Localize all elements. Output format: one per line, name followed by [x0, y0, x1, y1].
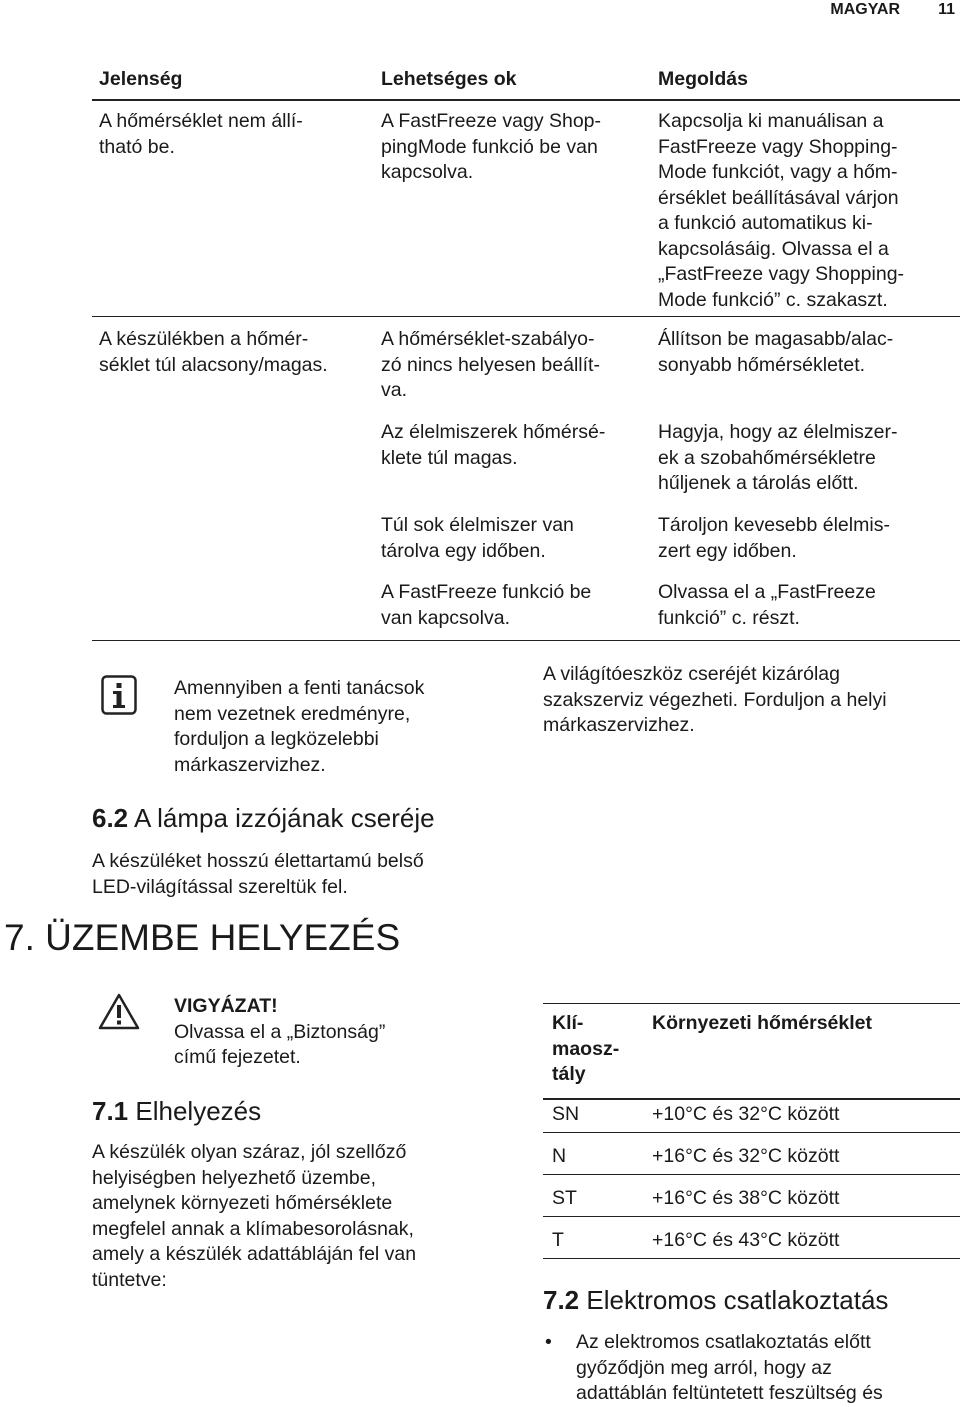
col-header-solution: Megoldás [658, 68, 748, 90]
climate-range-t: +16°C és 43°C között [652, 1229, 840, 1251]
climate-class-t: T [552, 1229, 564, 1251]
climate-class-header: Klí- maosz- tály [552, 1012, 620, 1085]
col-header-symptom: Jelenség [99, 68, 183, 90]
row5-cause: A FastFreeze funkció be van kapcsolva. [381, 581, 592, 629]
table-bottom-border [543, 1258, 960, 1259]
col-header-cause: Lehetséges ok [381, 68, 517, 90]
row3-solution: Hagyja, hogy az élelmiszer- ek a szobahőmérsékletre hűljenek a tárolás előtt. [658, 421, 898, 494]
climate-class-n: N [552, 1145, 567, 1167]
row-divider [543, 1216, 960, 1217]
row5-solution: Olvassa el a „FastFreeze funkció” c. részt. [658, 581, 876, 629]
row4-cause: Túl sok élelmiszer van tárolva egy időben. [381, 514, 574, 562]
warning-block: VIGYÁZAT! Olvassa el a „Biztonság” című fejezetet. [174, 994, 504, 1071]
page-number: 11 [938, 1, 955, 18]
climate-range-st: +16°C és 38°C között [652, 1187, 840, 1209]
row-divider [92, 316, 960, 317]
section-7-2-bullet-text: Az elektromos csatlakoztatás előtt győződjön meg arról, hogy az adattáblán feltüntetett feszültség és [576, 1331, 883, 1404]
row1-solution: Kapcsolja ki manuálisan a FastFreeze vagy Shopping- Mode funkciót, vagy a hőm- érséklet beállításával várjon a funkció automatikus ki- kapcsolásáig. Olvassa el a „FastFreeze vagy Shopping- Mode funkció” c. szakaszt. [658, 110, 905, 311]
row-divider [543, 1132, 960, 1133]
row2-cause: A hőmérséklet-szabályo- zó nincs helyesen beállít- va. [381, 328, 600, 401]
row3-cause: Az élelmiszerek hőmérsé- klete túl magas. [381, 421, 606, 469]
language-label: MAGYAR [830, 1, 900, 18]
bullet-marker: • [545, 1331, 552, 1353]
row1-cause: A FastFreeze vagy Shop- pingMode funkció be van kapcsolva. [381, 110, 602, 183]
climate-range-sn: +10°C és 32°C között [652, 1103, 840, 1125]
chapter-7-title: 7. ÜZEMBE HELYEZÉS [4, 917, 401, 958]
info-icon [101, 675, 137, 715]
header-divider [92, 99, 960, 101]
lamp-service-note: A világítóeszköz cseréjét kizárólag szakszerviz végezheti. Forduljon a helyi márkaszervizhez. [543, 663, 887, 736]
climate-class-st: ST [552, 1187, 577, 1209]
row1-symptom: A hőmérséklet nem állí- tható be. [99, 110, 303, 158]
ambient-temp-header: Környezeti hőmérséklet [652, 1012, 872, 1034]
section-6-2-body: A készüléket hosszú élettartamú belső LED-világítással szereltük fel. [92, 850, 424, 898]
section-7-2-heading: 7.2 Elektromos csatlakoztatás [543, 1285, 889, 1315]
row2-solution: Állítson be magasabb/alac- sonyabb hőmérsékletet. [658, 328, 894, 376]
climate-class-sn: SN [552, 1103, 580, 1125]
section-7-1-body: A készülék olyan száraz, jól szellőző helyiségben helyezhető üzembe, amelynek környezeti hőmérséklete megfelel annak a klímabesorolásnak, amely a készülék adattábláján fel van tüntetve: [92, 1141, 417, 1291]
section-7-1-heading: 7.1 Elhelyezés [92, 1096, 262, 1126]
row2-symptom: A készülékben a hőmér- séklet túl alacsony/magas. [99, 328, 328, 376]
warning-icon [98, 993, 140, 1031]
info-note-text: Amennyiben a fenti tanácsok nem vezetnek eredményre, forduljon a legközelebbi márkaszervizhez. [174, 677, 425, 776]
table-bottom-border [92, 640, 960, 641]
row-divider [543, 1174, 960, 1175]
warning-title: VIGYÁZAT! [174, 995, 278, 1017]
row4-solution: Tároljon kevesebb élelmis- zert egy időben. [658, 514, 890, 562]
climate-range-n: +16°C és 32°C között [652, 1145, 840, 1167]
header-divider [543, 1098, 960, 1100]
section-6-2-heading: 6.2 A lámpa izzójának cseréje [92, 803, 435, 833]
table-top-border [543, 1003, 960, 1004]
